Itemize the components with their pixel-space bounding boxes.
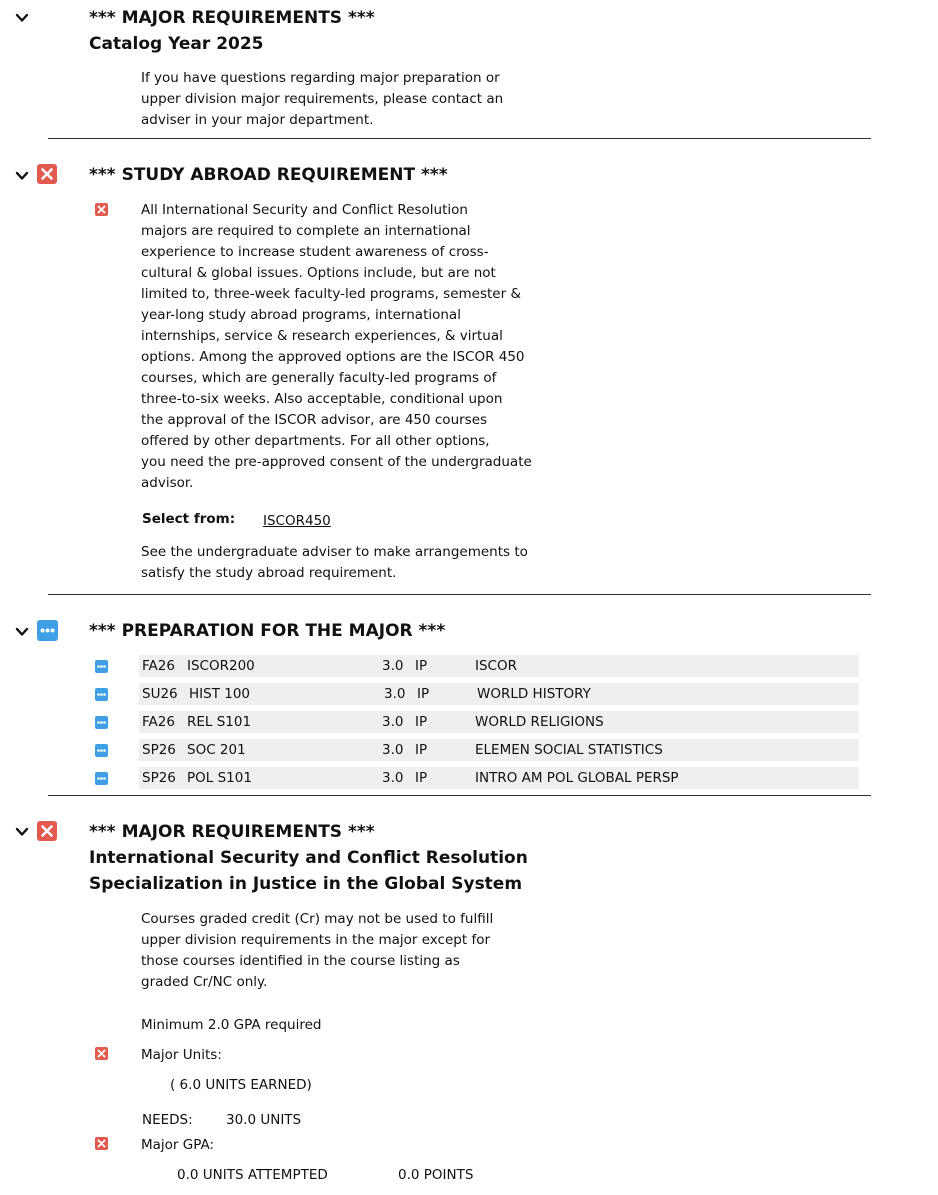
text-line: satisfy the study abroad requirement. bbox=[141, 565, 397, 581]
text-line: advisor. bbox=[141, 475, 194, 491]
text-line: courses, which are generally faculty-led programs of bbox=[141, 370, 497, 386]
text-line: upper division requirements in the major except for bbox=[141, 932, 491, 948]
arrangement-note bbox=[141, 542, 528, 584]
text-line: upper division major requirements, please contact an bbox=[141, 91, 504, 107]
course-grade: IP bbox=[415, 658, 428, 674]
course-grade: IP bbox=[415, 714, 428, 730]
collapse-chevron-icon[interactable] bbox=[15, 625, 29, 639]
section-description bbox=[141, 68, 503, 131]
course-code: ISCOR200 bbox=[187, 658, 255, 674]
text-line: three-to-six weeks. Also acceptable, conditional upon bbox=[141, 391, 503, 407]
course-grade: IP bbox=[415, 770, 428, 786]
course-units: 3.0 bbox=[382, 714, 404, 730]
text-line: offered by other departments. For all other options, bbox=[141, 433, 490, 449]
course-code: REL S101 bbox=[187, 714, 252, 730]
course-code: HIST 100 bbox=[189, 686, 251, 702]
course-term: SP26 bbox=[142, 742, 176, 758]
text-line: the approval of the ISCOR advisor, are 450 courses bbox=[141, 412, 488, 428]
section-title: *** PREPARATION FOR THE MAJOR *** bbox=[89, 621, 446, 641]
specialization-name: Specialization in Justice in the Global System bbox=[89, 874, 523, 894]
text-line: experience to increase student awareness of cross- bbox=[141, 244, 489, 260]
course-title: ISCOR bbox=[475, 658, 517, 674]
gpa-points: 0.0 POINTS bbox=[398, 1167, 474, 1183]
collapse-chevron-icon[interactable] bbox=[15, 11, 29, 25]
course-row bbox=[139, 711, 859, 733]
course-grade: IP bbox=[415, 742, 428, 758]
not-complete-icon bbox=[95, 203, 108, 216]
in-progress-icon bbox=[95, 716, 108, 729]
select-from-label: Select from: bbox=[142, 511, 236, 527]
text-line: you need the pre-approved consent of the undergraduate bbox=[141, 454, 532, 470]
text-line: internships, service & research experiences, & virtual bbox=[141, 328, 503, 344]
course-title: INTRO AM POL GLOBAL PERSP bbox=[475, 770, 679, 786]
section-description bbox=[141, 909, 493, 993]
course-row bbox=[139, 739, 859, 761]
text-line: All International Security and Conflict Resolution bbox=[141, 202, 468, 218]
course-units: 3.0 bbox=[382, 658, 404, 674]
course-units: 3.0 bbox=[382, 770, 404, 786]
not-complete-icon bbox=[95, 1047, 108, 1060]
in-progress-icon bbox=[95, 660, 108, 673]
course-row bbox=[139, 767, 859, 789]
in-progress-icon bbox=[95, 772, 108, 785]
major-name: International Security and Conflict Resolution bbox=[89, 848, 528, 868]
in-progress-icon bbox=[37, 620, 58, 641]
text-line: limited to, three-week faculty-led programs, semester & bbox=[141, 286, 521, 302]
divider bbox=[48, 594, 871, 595]
course-code: SOC 201 bbox=[187, 742, 246, 758]
course-title: ELEMEN SOCIAL STATISTICS bbox=[475, 742, 663, 758]
major-units-label: Major Units: bbox=[141, 1047, 222, 1063]
collapse-chevron-icon[interactable] bbox=[15, 825, 29, 839]
gpa-note: Minimum 2.0 GPA required bbox=[141, 1017, 322, 1033]
course-title: WORLD RELIGIONS bbox=[475, 714, 604, 730]
course-units: 3.0 bbox=[384, 686, 406, 702]
course-code: POL S101 bbox=[187, 770, 252, 786]
course-units: 3.0 bbox=[382, 742, 404, 758]
catalog-year: Catalog Year 2025 bbox=[89, 34, 264, 54]
course-term: SP26 bbox=[142, 770, 176, 786]
in-progress-icon bbox=[95, 688, 108, 701]
course-term: FA26 bbox=[142, 714, 175, 730]
text-line: Courses graded credit (Cr) may not be used to fulfill bbox=[141, 911, 494, 927]
text-line: year-long study abroad programs, international bbox=[141, 307, 461, 323]
section-title: *** MAJOR REQUIREMENTS *** bbox=[89, 8, 375, 28]
divider bbox=[48, 138, 871, 139]
major-gpa-label: Major GPA: bbox=[141, 1137, 215, 1153]
text-line: options. Among the approved options are the ISCOR 450 bbox=[141, 349, 525, 365]
section-title: *** MAJOR REQUIREMENTS *** bbox=[89, 822, 375, 842]
needs-value: 30.0 UNITS bbox=[226, 1112, 302, 1128]
divider bbox=[48, 795, 871, 796]
text-line: If you have questions regarding major preparation or bbox=[141, 70, 500, 86]
course-term: SU26 bbox=[142, 686, 178, 702]
section-description bbox=[141, 200, 532, 494]
needs-label: NEEDS: bbox=[142, 1112, 193, 1128]
section-title: *** STUDY ABROAD REQUIREMENT *** bbox=[89, 165, 448, 185]
text-line: graded Cr/NC only. bbox=[141, 974, 268, 990]
course-row bbox=[139, 655, 859, 677]
text-line: majors are required to complete an international bbox=[141, 223, 471, 239]
course-grade: IP bbox=[417, 686, 430, 702]
in-progress-icon bbox=[95, 744, 108, 757]
course-title: WORLD HISTORY bbox=[477, 686, 591, 702]
not-complete-icon bbox=[95, 1137, 108, 1150]
text-line: those courses identified in the course listing as bbox=[141, 953, 460, 969]
course-link-iscor450[interactable]: ISCOR450 bbox=[263, 513, 331, 529]
units-earned: ( 6.0 UNITS EARNED) bbox=[170, 1077, 312, 1093]
text-line: cultural & global issues. Options include, but are not bbox=[141, 265, 496, 281]
course-row bbox=[139, 683, 859, 705]
not-complete-icon bbox=[37, 164, 57, 184]
not-complete-icon bbox=[37, 821, 57, 841]
text-line: See the undergraduate adviser to make arrangements to bbox=[141, 544, 528, 560]
course-term: FA26 bbox=[142, 658, 175, 674]
units-attempted: 0.0 UNITS ATTEMPTED bbox=[177, 1167, 328, 1183]
text-line: adviser in your major department. bbox=[141, 112, 374, 128]
collapse-chevron-icon[interactable] bbox=[15, 169, 29, 183]
